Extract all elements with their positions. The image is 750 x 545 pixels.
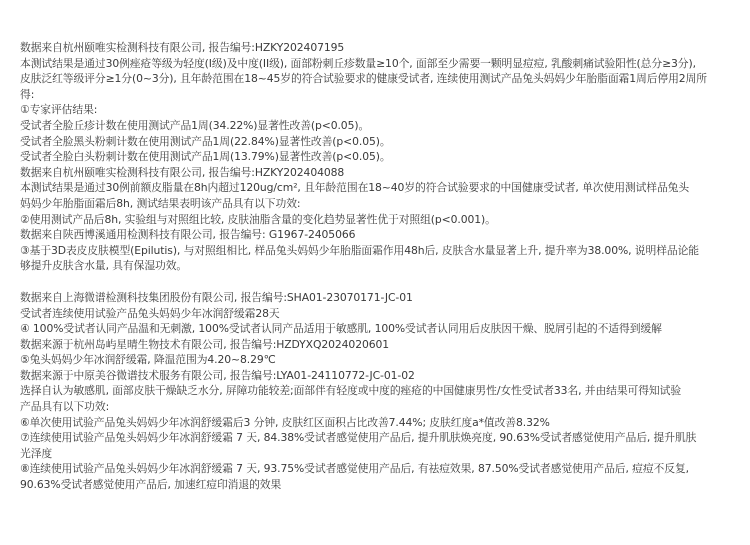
text-line: ②使用测试产品后8h, 实验组与对照组比较, 皮肤油脂含量的变化趋势显著性优于对照组(p<0.001)。 [20, 212, 496, 226]
text-line: ⑧连续使用试验产品兔头妈妈少年冰润舒缓霜 7 天, 93.75%受试者感觉使用产品后, 有祛痘效果, 87.50%受试者感觉使用产品后, 痘痘不反复, [20, 462, 689, 476]
text-line: ③基于3D表皮皮肤模型(Epilutis), 与对照组相比, 样品兔头妈妈少年胎脂面霜作用48h后, 皮肤含水量显著上升, 提升率为38.00%, 说明样品论能 [20, 243, 699, 257]
text-line: 数据来源于中原美谷微谱技术服务有限公司, 报告编号:LYA01-24110772-JC-01-02 [20, 368, 415, 382]
document-body [20, 40, 735, 493]
text-line: ④ 100%受试者认同产品温和无刺激, 100%受试者认同产品适用于敏感肌, 100%受试者认同用后皮肤因干燥、脱屑引起的不适得到缓解 [20, 322, 662, 336]
text-line: 妈妈少年胎脂面霜后8h, 测试结果表明该产品具有以下功效: [20, 196, 301, 210]
text-line: 本测试结果是通过30例痤疮等级为轻度(I级)及中度(II级), 面部粉刺丘疹数量≥10个, 面部至少需要一颗明显痘痘, 乳酸刺痛试验阳性(总分≥3分), [20, 56, 696, 70]
section-2 [20, 290, 735, 493]
text-line: 数据来自杭州颐唯实检测科技有限公司, 报告编号:HZKY202404088 [20, 165, 345, 179]
text-line: 90.63%受试者感觉使用产品后, 加速红痘印消退的效果 [20, 478, 282, 492]
text-line: 受试者全脸丘疹计数在使用测试产品1周(34.22%)显著性改善(p<0.05)。 [20, 118, 370, 132]
text-line: 数据来自杭州颐唯实检测科技有限公司, 报告编号:HZKY202407195 [20, 41, 345, 54]
section-1 [20, 40, 735, 274]
text-line: 皮肤泛红等级评分≥1分(0~3分), 且年龄范围在18~45岁的符合试验要求的健康受试者, 连续使用测试产品兔头妈妈少年胎脂面霜1周后停用2周所 [20, 72, 707, 86]
text-line: 产品具有以下功效: [20, 400, 110, 414]
text-line: 数据来源于杭州岛屿星晴生物技术有限公司, 报告编号:HZDYXQ2024020601 [20, 337, 390, 351]
text-line: 数据来自上海微谱检测科技集团股份有限公司, 报告编号:SHA01-23070171-JC-01 [20, 290, 413, 304]
text-line: ⑦连续使用试验产品兔头妈妈少年冰润舒缓霜 7 天, 84.38%受试者感觉使用产品后, 提升肌肤焕亮度, 90.63%受试者感觉使用产品后, 提升肌肤 [20, 431, 697, 445]
section-gap [20, 274, 735, 290]
text-line: 本测试结果是通过30例前额皮脂量在8h内超过120ug/cm², 且年龄范围在18~40岁的符合试验要求的中国健康受试者, 单次使用测试样品兔头 [20, 181, 690, 195]
text-line: ①专家评估结果: [20, 103, 98, 117]
text-line: 数据来自陕西博溪通用检测科技有限公司, 报告编号: G1967-2405066 [20, 228, 356, 242]
text-line: 够提升皮肤含水量, 具有保湿功效。 [20, 259, 188, 273]
text-line: 受试者全脸白头粉刺计数在使用测试产品1周(13.79%)显著性改善(p<0.05)。 [20, 150, 391, 164]
text-line: ⑥单次使用试验产品兔头妈妈少年冰润舒缓霜后3 分钟, 皮肤红区面积占比改善7.44%; 皮肤红度a*值改善8.32% [20, 415, 550, 429]
text-line: 受试者全脸黑头粉刺计数在使用测试产品1周(22.84%)显著性改善(p<0.05)。 [20, 134, 391, 148]
text-line: 得: [20, 87, 35, 101]
text-line: 选择自认为敏感肌, 面部皮肤干燥缺乏水分, 屏障功能较差;面部伴有轻度或中度的痤疮的中国健康男性/女性受试者33名, 并由结果可得知试验 [20, 384, 682, 398]
text-line: 受试者连续使用试验产品兔头妈妈少年冰润舒缓霜28天 [20, 306, 280, 320]
text-line: 光泽度 [20, 446, 53, 460]
text-line: ⑤兔头妈妈少年冰润舒缓霜, 降温范围为4.20~8.29℃ [20, 353, 276, 367]
